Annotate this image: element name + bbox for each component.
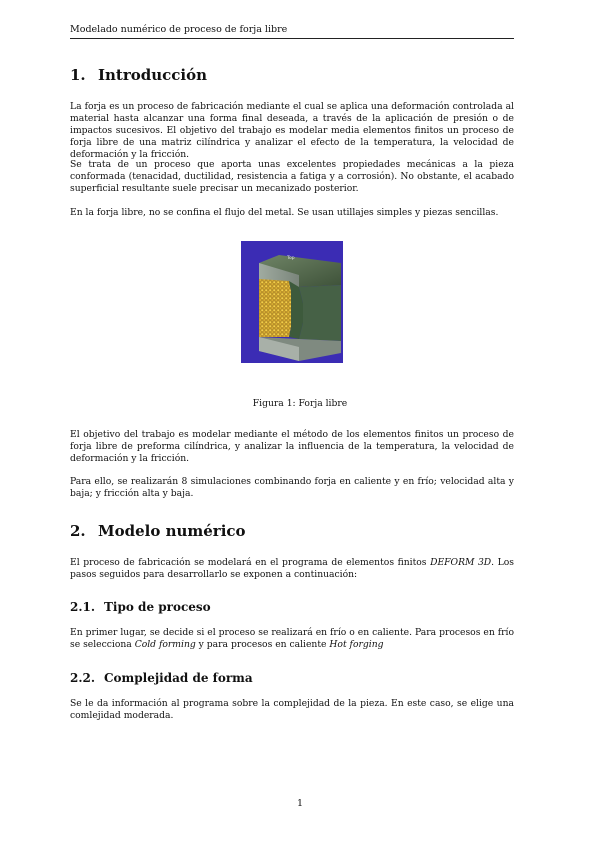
section-number: 1. [70,66,86,84]
forging-workpiece-illustration [241,241,343,363]
cold-forming-option: Cold forming [134,639,196,650]
paragraph-intro-4: El objetivo del trabajo es modelar mediante el método de los elementos finitos un proceso de forja libre de preforma cilíndrica, y analizar la influencia de la temperatura, la velocidad de deformación y la fricción. [70,429,514,464]
paragraph-model-1 [70,557,514,581]
section-heading-introduccion [70,66,207,84]
section-title: Introducción [98,66,208,84]
subsection-heading-tipo-de-proceso [70,600,211,614]
subsection-number: 2.1. [70,600,96,614]
forging-figure [241,241,343,363]
paragraph-intro-5: Para ello, se realizarán 8 simulaciones combinando forja en caliente y en frío; velocidad alta y baja; y fricción alta y baja. [70,476,514,499]
paragraph-intro-2: Se trata de un proceso que aporta unas excelentes propiedades mecánicas a la pieza conformada (tenacidad, ductilidad, resistencia a fatiga y a corrosión). No obstante, el acabado superficial resultante suele precisar un mecanizado posterior. [70,159,514,194]
figure-caption: Figura 1: Forja libre [252,398,348,409]
text-run: El proceso de fabricación se modelará en el programa de elementos finitos [70,557,431,568]
paragraph-intro-3: En la forja libre, no se confina el flujo del metal. Se usan utillajes simples y piezas sencillas. [70,207,499,218]
subsection-number: 2.2. [70,671,96,685]
text-run: y para procesos en caliente [195,639,330,650]
running-header: Modelado numérico de proceso de forja libre [70,24,514,39]
section-heading-modelo-numerico [70,522,246,540]
paragraph-process-type [70,627,514,651]
software-name: DEFORM 3D [430,557,492,568]
page-number: 1 [296,798,304,809]
paragraph-shape-complexity: Se le da información al programa sobre la complejidad de la pieza. En este caso, se elige una comlejidad moderada. [70,698,514,721]
text-run: En primer lugar, se decide si el proceso se realizará en frío o en caliente. Para procesos en frío se selecciona [70,627,514,650]
section-number: 2. [70,522,86,540]
section-title: Modelo numérico [98,522,246,540]
paragraph-intro-1: La forja es un proceso de fabricación mediante el cual se aplica una deformación controlada al material hasta alcanzar una forma final deseada, a través de la aplicación de presión o de impactos sucesivos. El objetivo del trabajo es modelar media elementos finitos un proceso de forja libre de una matriz cilíndrica y analizar el efecto de la temperatura, la velocidad de deformación y la fricción. [70,101,514,160]
subsection-title: Tipo de proceso [104,600,211,614]
text-run: . Los pasos seguidos para desarrollarlo se exponen a continuación: [70,557,514,580]
subsection-heading-complejidad-de-forma [70,671,253,685]
figure-view-label: Top [287,256,295,261]
hot-forging-option: Hot forging [329,639,384,650]
subsection-title: Complejidad de forma [104,671,253,685]
